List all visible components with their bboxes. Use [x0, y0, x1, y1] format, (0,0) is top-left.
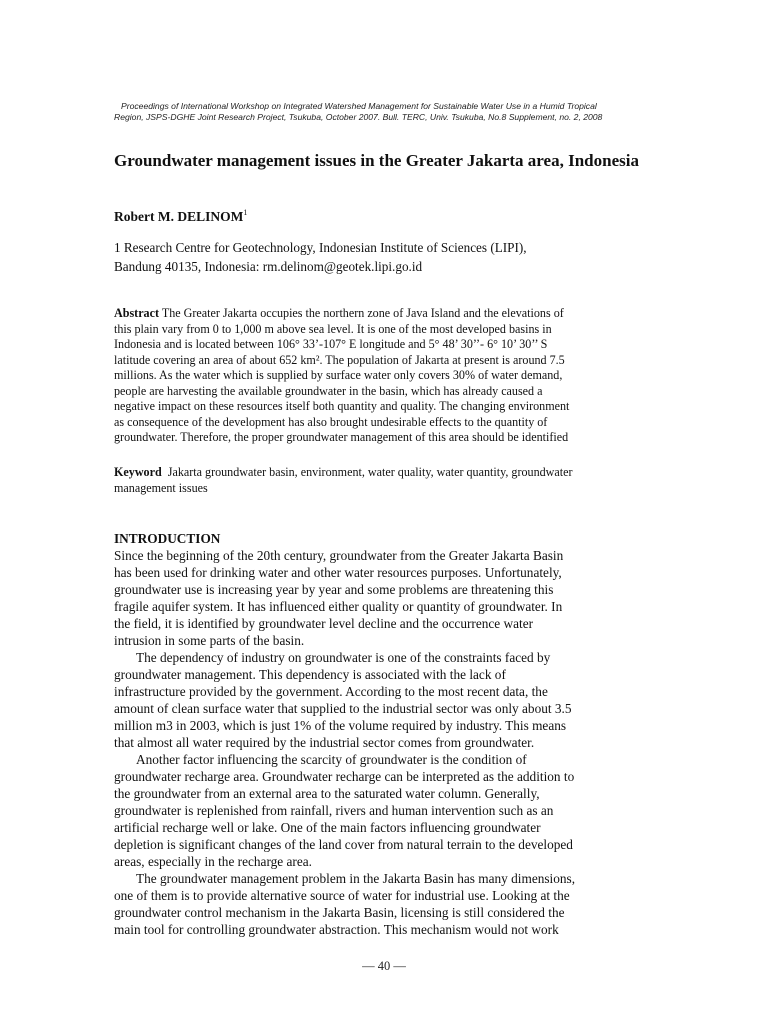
introduction-line: depletion is significant changes of the land cover from natural terrain to the developed [114, 837, 573, 852]
introduction-line: one of them is to provide alternative source of water for industrial use. Looking at the [114, 888, 570, 903]
affiliation-line-1: 1 Research Centre for Geotechnology, Indonesian Institute of Sciences (LIPI), [114, 240, 527, 255]
affiliation-line-2: Bandung 40135, Indonesia: rm.delinom@geotek.lipi.go.id [114, 259, 423, 274]
author [114, 204, 247, 226]
introduction-line: The dependency of industry on groundwater is one of the constraints faced by [136, 650, 551, 665]
introduction-line: Another factor influencing the scarcity of groundwater is the condition of [136, 752, 527, 767]
introduction-line: the groundwater from an external area to the saturated water column. Generally, [114, 786, 540, 801]
author-superscript: 1 [243, 208, 248, 217]
keyword-line [114, 465, 662, 481]
abstract-label: Abstract [114, 306, 160, 320]
paper-title: Groundwater management issues in the Greater Jakarta area, Indonesia [114, 151, 639, 170]
page-number: — 40 — [362, 959, 406, 973]
introduction-line: groundwater is replenished from rainfall, rivers and human intervention such as an [114, 803, 554, 818]
introduction-heading: INTRODUCTION [114, 531, 221, 546]
abstract-line [114, 306, 662, 322]
introduction-line: groundwater management. This dependency is associated with the lack of [114, 667, 506, 682]
keywords [114, 465, 662, 496]
abstract-line: negative impact on these resources itself both quantity and quality. The changing environment [114, 399, 570, 413]
introduction-line: Since the beginning of the 20th century, groundwater from the Greater Jakarta Basin [114, 548, 564, 563]
abstract [114, 306, 662, 446]
introduction-line: The groundwater management problem in the Jakarta Basin has many dimensions, [136, 871, 576, 886]
introduction-line: artificial recharge well or lake. One of the main factors influencing groundwater [114, 820, 541, 835]
abstract-line: people are harvesting the available groundwater in the basin, which has already caused a [114, 383, 543, 398]
introduction-line: intrusion in some parts of the basin. [114, 633, 305, 648]
introduction-line: infrastructure provided by the government. According to the most recent data, the [114, 684, 548, 699]
keyword-text: Jakarta groundwater basin, environment, water quality, water quantity, groundwater [161, 465, 573, 479]
introduction-line: groundwater control mechanism in the Jakarta Basin, licensing is still considered the [114, 905, 565, 920]
abstract-line: as consequence of the development has also brought undesirable effects to the quantity of [114, 414, 548, 429]
proceedings-line-1: Proceedings of International Workshop on Integrated Watershed Management for Sustainable Water Use in a Humid Tropical [121, 101, 597, 111]
introduction-line: that almost all water required by the industrial sector comes from groundwater. [114, 735, 535, 750]
affiliation [114, 238, 674, 276]
abstract-line: latitude covering an area of about 652 km². The population of Jakarta at present is around 7.5 [114, 352, 565, 367]
abstract-text: The Greater Jakarta occupies the northern zone of Java Island and the elevations of [159, 306, 564, 320]
proceedings-line-2: Region, JSPS-DGHE Joint Research Project, Tsukuba, October 2007. Bull. TERC, Univ. Tsukuba, No.8 Supplement, no. 2, 2008 [114, 111, 603, 122]
abstract-line: this plain vary from 0 to 1,000 m above sea level. It is one of the most developed basins in [114, 321, 552, 336]
proceedings-header [114, 101, 674, 123]
introduction-line: groundwater recharge area. Groundwater recharge can be interpreted as the addition to [114, 769, 575, 784]
abstract-line: Indonesia and is located between 106° 33’-107° E longitude and 5° 48’ 30’’- 6° 10’ 30’’ S [114, 337, 548, 351]
introduction-line: has been used for drinking water and other water resources purposes. Unfortunately, [114, 565, 562, 580]
introduction-line: areas, especially in the recharge area. [114, 854, 312, 869]
introduction-line: groundwater use is increasing year by year and some problems are threatening this [114, 582, 554, 597]
introduction-line: main tool for controlling groundwater abstraction. This mechanism would not work [114, 922, 559, 937]
keyword-label: Keyword [114, 465, 162, 479]
introduction-line: million m3 in 2003, which is just 1% of the volume required by industry. This means [114, 718, 567, 733]
introduction-line: the field, it is identified by groundwater level decline and the occurrence water [114, 616, 534, 631]
author-name: Robert M. DELINOM [114, 209, 244, 224]
abstract-line: groundwater. Therefore, the proper groundwater management of this area should be identified [114, 430, 569, 444]
introduction-line: amount of clean surface water that supplied to the industrial sector was only about 3.5 [114, 701, 572, 716]
introduction-line: fragile aquifer system. It has influenced either quality or quantity of groundwater. In [114, 599, 563, 614]
introduction-body [114, 547, 662, 938]
abstract-line: millions. As the water which is supplied by surface water only covers 30% of water demand, [114, 368, 563, 382]
keyword-line: management issues [114, 480, 208, 495]
